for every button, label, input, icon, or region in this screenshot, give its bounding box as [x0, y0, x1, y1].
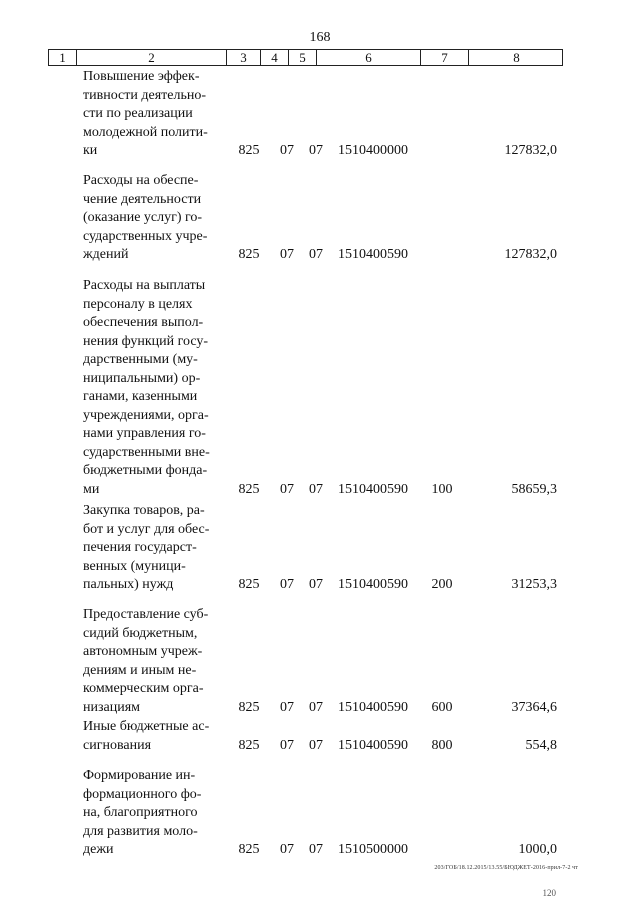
- description-line: Предоставление суб-: [83, 607, 209, 622]
- description-line: ждений: [83, 247, 129, 262]
- description-line: Иные бюджетные ас-: [83, 719, 210, 734]
- description-line: сти по реализации: [83, 106, 193, 121]
- description-line: сударственных учре-: [83, 228, 208, 244]
- ministry-code: 825: [238, 143, 260, 158]
- description-line: на, благоприятного: [83, 805, 198, 820]
- target-article-code: 1510400590: [338, 247, 408, 262]
- target-article-code: 1510500000: [338, 842, 408, 857]
- description-line: Расходы на обеспе-: [83, 173, 199, 188]
- subsection-code: 07: [309, 842, 323, 857]
- header-col-1: 1: [49, 50, 77, 65]
- description-line: учреждениями, орга-: [83, 407, 209, 423]
- column-number-header: [48, 49, 563, 66]
- subsection-code: 07: [309, 737, 323, 753]
- target-article-code: 1510400590: [338, 481, 408, 497]
- description-line: ганами, казенными: [83, 389, 198, 404]
- row-description: [83, 718, 225, 755]
- expense-type-code: 800: [431, 737, 453, 753]
- ministry-code: 825: [238, 247, 260, 262]
- row-description: [83, 606, 225, 717]
- expense-type-code: 600: [431, 699, 453, 715]
- ministry-code: 825: [238, 577, 260, 592]
- description-line: низациям: [83, 699, 141, 715]
- ministry-code: 825: [238, 737, 260, 753]
- section-code: 07: [280, 577, 294, 592]
- description-line: формационного фо-: [83, 786, 202, 802]
- description-line: сударственными вне-: [83, 444, 210, 460]
- description-line: Расходы на выплаты: [83, 278, 206, 293]
- description-line: нения функций госу-: [83, 333, 209, 349]
- subsection-code: 07: [309, 481, 323, 497]
- description-line: дежи: [83, 842, 114, 857]
- amount: 127832,0: [504, 143, 557, 158]
- description-line: бюджетными фонда-: [83, 463, 208, 478]
- description-line: Закупка товаров, ра-: [83, 503, 205, 518]
- target-article-code: 1510400000: [338, 143, 408, 158]
- description-line: обеспечения выпол-: [83, 315, 204, 330]
- ministry-code: 825: [238, 699, 260, 715]
- description-line: дениям и иным не-: [83, 662, 197, 678]
- header-col-5: 5: [289, 50, 317, 65]
- description-line: персоналу в целях: [83, 296, 193, 312]
- section-code: 07: [280, 699, 294, 715]
- header-col-4: 4: [261, 50, 289, 65]
- description-line: венных (муници-: [83, 558, 186, 574]
- page-number: 168: [309, 30, 331, 45]
- description-line: Формирование ин-: [83, 768, 196, 783]
- description-line: сигнования: [83, 737, 152, 753]
- description-line: пальных) нужд: [83, 577, 174, 592]
- section-code: 07: [280, 842, 294, 857]
- header-col-3: 3: [227, 50, 261, 65]
- target-article-code: 1510400590: [338, 737, 408, 753]
- expense-type-code: 200: [431, 577, 453, 592]
- description-line: ки: [83, 143, 98, 158]
- row-description: [83, 172, 225, 265]
- description-line: сидий бюджетным,: [83, 625, 198, 641]
- row-description: [83, 767, 225, 860]
- description-line: автономным учреж-: [83, 644, 203, 659]
- section-code: 07: [280, 737, 294, 753]
- description-line: Повышение эффек-: [83, 69, 200, 84]
- description-line: нами управления го-: [83, 426, 206, 441]
- description-line: тивности деятельно-: [83, 87, 207, 103]
- ministry-code: 825: [238, 481, 260, 497]
- expense-type-code: 100: [431, 481, 453, 497]
- row-description: [83, 277, 225, 499]
- section-code: 07: [280, 481, 294, 497]
- header-col-8: 8: [513, 50, 520, 65]
- header-col-7: 7: [421, 50, 469, 65]
- row-description: [83, 68, 225, 161]
- description-line: коммерческим орга-: [83, 681, 204, 696]
- subsection-code: 07: [309, 699, 323, 715]
- section-code: 07: [280, 143, 294, 158]
- amount: 554,8: [525, 737, 557, 753]
- target-article-code: 1510400590: [338, 577, 408, 592]
- description-line: бот и услуг для обес-: [83, 521, 210, 537]
- amount: 127832,0: [504, 247, 557, 262]
- amount: 58659,3: [511, 481, 557, 497]
- ministry-code: 825: [238, 842, 260, 857]
- amount: 1000,0: [518, 842, 557, 857]
- subsection-code: 07: [309, 247, 323, 262]
- description-line: дарственными (му-: [83, 352, 198, 367]
- description-line: ми: [83, 481, 100, 497]
- cut-off-page-mark: 120: [542, 888, 556, 898]
- header-col-2: 2: [77, 50, 227, 65]
- amount: 37364,6: [511, 699, 557, 715]
- amount: 31253,3: [511, 577, 557, 592]
- subsection-code: 07: [309, 577, 323, 592]
- description-line: молодежной полити-: [83, 124, 208, 140]
- description-line: для развития моло-: [83, 823, 198, 839]
- row-description: [83, 502, 225, 595]
- description-line: печения государст-: [83, 540, 197, 555]
- document-code-footer: 203/ГОБ/18.12.2015/13.55/БЮДЖЕТ-2016-прил-7-2 чт: [434, 865, 578, 871]
- header-col-6: 6: [317, 50, 421, 65]
- description-line: чение деятельности: [83, 191, 202, 207]
- target-article-code: 1510400590: [338, 699, 408, 715]
- section-code: 07: [280, 247, 294, 262]
- description-line: ниципальными) ор-: [83, 370, 201, 386]
- description-line: (оказание услуг) го-: [83, 210, 203, 225]
- subsection-code: 07: [309, 143, 323, 158]
